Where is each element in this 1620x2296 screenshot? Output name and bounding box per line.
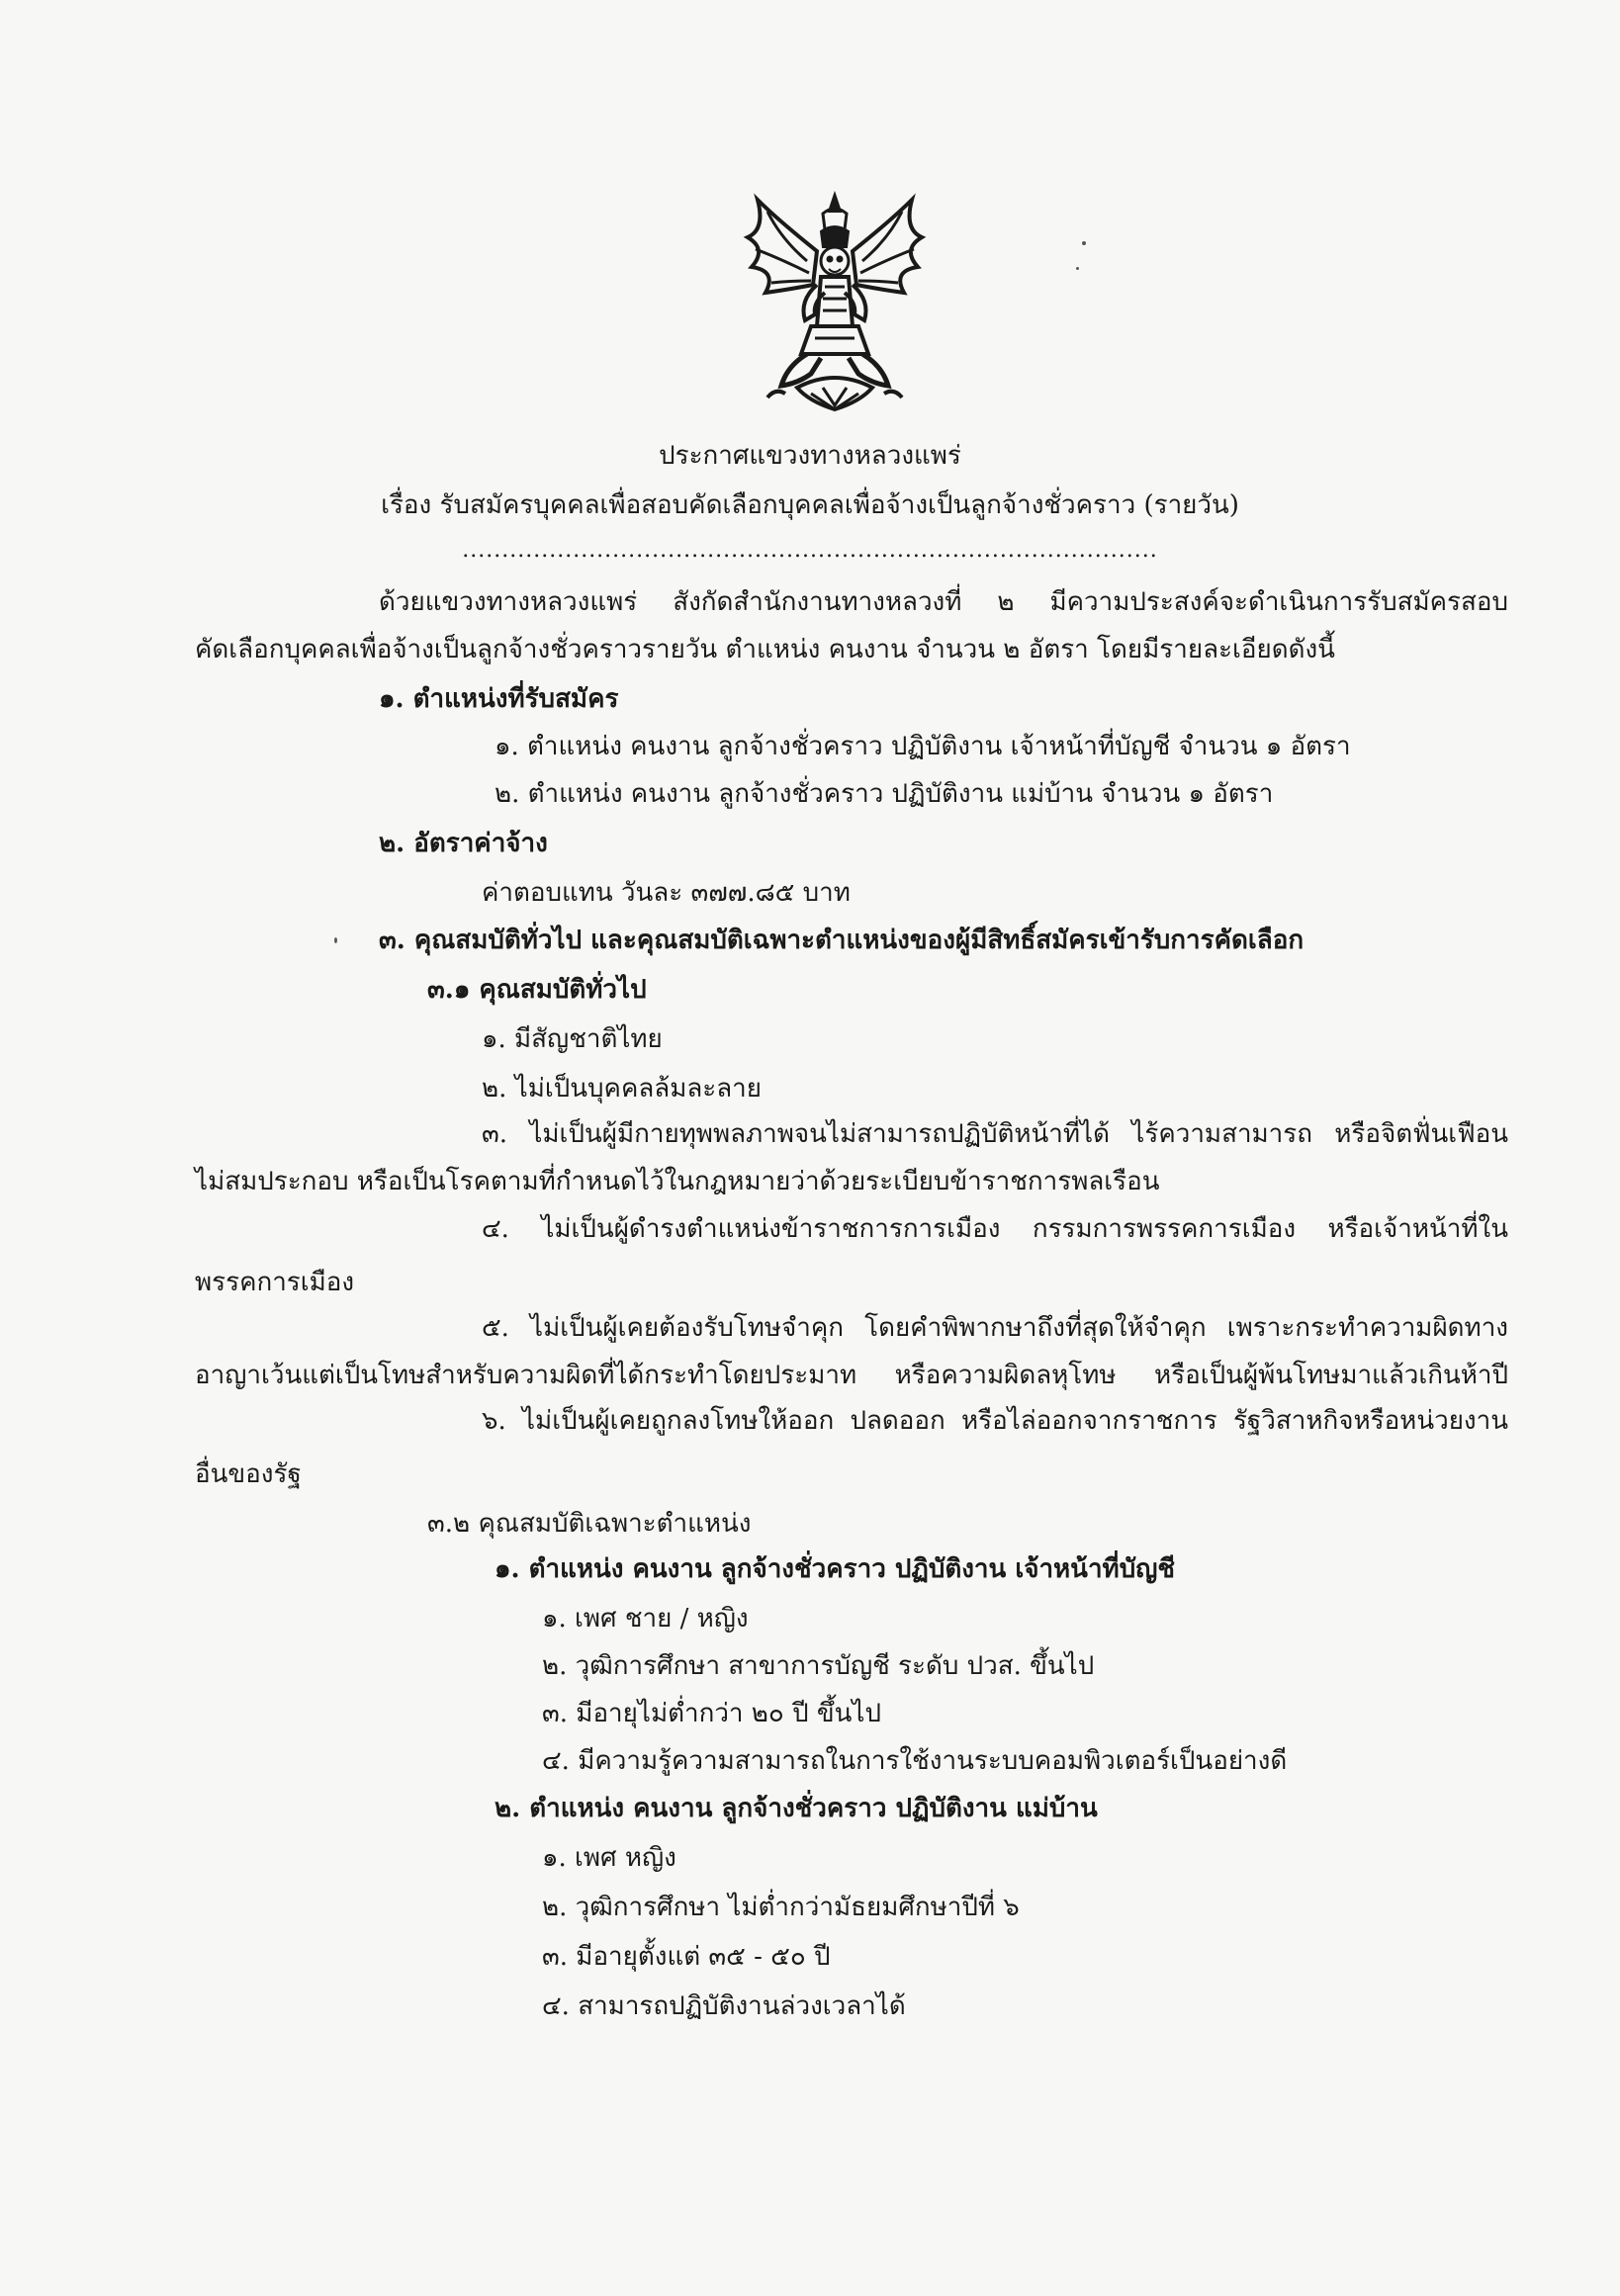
announcement-subject: เรื่อง รับสมัครบุคคลเพื่อสอบคัดเลือกบุคคลเพื่อจ้างเป็นลูกจ้างชั่วคราว (รายวัน) [381,490,1239,520]
general-item-2: ๒. ไม่เป็นบุคคลล้มละลาย [482,1074,763,1104]
wage-rate: ค่าตอบแทน วันละ ๓๗๗.๘๕ บาท [482,878,851,908]
general-item-1: ๑. มีสัญชาติไทย [482,1024,663,1054]
scan-speck [1082,241,1086,245]
general-item-3-line-1: ๓. ไม่เป็นผู้มีกายทุพพลภาพจนไม่สามารถปฏิบัติหน้าที่ได้ ไร้ความสามารถ หรือจิตฟั่นเฟือน [482,1119,1508,1149]
section-1-item-1: ๑. ตำแหน่ง คนงาน ลูกจ้างชั่วคราว ปฏิบัติงาน เจ้าหน้าที่บัญชี จำนวน ๑ อัตรา [495,732,1351,761]
section-3-heading: ๓. คุณสมบัติทั่วไป และคุณสมบัติเฉพาะตำแหน่งของผู้มีสิทธิ์สมัครเข้ารับการคัดเลือก [379,926,1305,955]
general-item-4-line-1: ๔. ไม่เป็นผู้ดำรงตำแหน่งข้าราชการการเมือง กรรมการพรรคการเมือง หรือเจ้าหน้าที่ใน [482,1214,1508,1244]
position-2-item-3: ๓. มีอายุตั้งแต่ ๓๕ - ๕๐ ปี [542,1942,831,1972]
general-item-5-line-1: ๕. ไม่เป็นผู้เคยต้องรับโทษจำคุก โดยคำพิพากษาถึงที่สุดให้จำคุก เพราะกระทำความผิดทาง [482,1313,1508,1343]
position-2-item-1: ๑. เพศ หญิง [542,1843,676,1873]
intro-line-2: คัดเลือกบุคคลเพื่อจ้างเป็นลูกจ้างชั่วคราวรายวัน ตำแหน่ง คนงาน จำนวน ๒ อัตรา โดยมีรายละเอียดดังนี้ [195,635,1335,664]
header-divider: ........................................................................................ [462,538,1158,563]
general-item-3-line-2: ไม่สมประกอบ หรือเป็นโรคตามที่กำหนดไว้ในกฎหมายว่าด้วยระเบียบข้าราชการพลเรือน [195,1167,1160,1196]
general-item-6-line-2: อื่นของรัฐ [195,1459,302,1489]
general-item-6-line-1: ๖. ไม่เป็นผู้เคยถูกลงโทษให้ออก ปลดออก หรือไล่ออกจากราชการ รัฐวิสาหกิจหรือหน่วยงาน [482,1406,1508,1436]
intro-line-1: ด้วยแขวงทางหลวงแพร่ สังกัดสำนักงานทางหลวงที่ ๒ มีความประสงค์จะดำเนินการรับสมัครสอบ [379,587,1508,617]
position-1-item-1: ๑. เพศ ชาย / หญิง [542,1604,749,1634]
position-1-item-2: ๒. วุฒิการศึกษา สาขาการบัญชี ระดับ ปวส. ขึ้นไป [542,1651,1095,1681]
general-item-4-line-2: พรรคการเมือง [195,1268,355,1297]
scan-speck [334,937,337,943]
general-item-5-line-2: อาญาเว้นแต่เป็นโทษสำหรับความผิดที่ได้กระทำโดยประมาท หรือความผิดลหุโทษ หรือเป็นผู้พ้นโทษมาแล้วเกินห้าปี [195,1361,1508,1390]
announcement-title: ประกาศแขวงทางหลวงแพร่ [659,441,961,471]
general-qualifications-heading: ๓.๑ คุณสมบัติทั่วไป [427,975,647,1005]
section-1-heading: ๑. ตำแหน่งที่รับสมัคร [379,684,619,714]
specific-qualifications-heading: ๓.๒ คุณสมบัติเฉพาะตำแหน่ง [427,1509,752,1539]
scan-speck [1076,267,1079,270]
position-2-item-4: ๔. สามารถปฏิบัติงานล่วงเวลาได้ [542,1991,906,2021]
garuda-emblem-icon [738,190,932,417]
position-2-item-2: ๒. วุฒิการศึกษา ไม่ต่ำกว่ามัธยมศึกษาปีที่ ๖ [542,1893,1020,1922]
section-2-heading: ๒. อัตราค่าจ้าง [379,829,548,858]
position-2-title: ๒. ตำแหน่ง คนงาน ลูกจ้างชั่วคราว ปฏิบัติงาน แม่บ้าน [495,1794,1098,1823]
position-1-title: ๑. ตำแหน่ง คนงาน ลูกจ้างชั่วคราว ปฏิบัติงาน เจ้าหน้าที่บัญชี [495,1554,1175,1584]
position-1-item-4: ๔. มีความรู้ความสามารถในการใช้งานระบบคอมพิวเตอร์เป็นอย่างดี [542,1746,1288,1776]
position-1-item-3: ๓. มีอายุไม่ต่ำกว่า ๒๐ ปี ขึ้นไป [542,1699,881,1728]
section-1-item-2: ๒. ตำแหน่ง คนงาน ลูกจ้างชั่วคราว ปฏิบัติงาน แม่บ้าน จำนวน ๑ อัตรา [495,779,1274,809]
